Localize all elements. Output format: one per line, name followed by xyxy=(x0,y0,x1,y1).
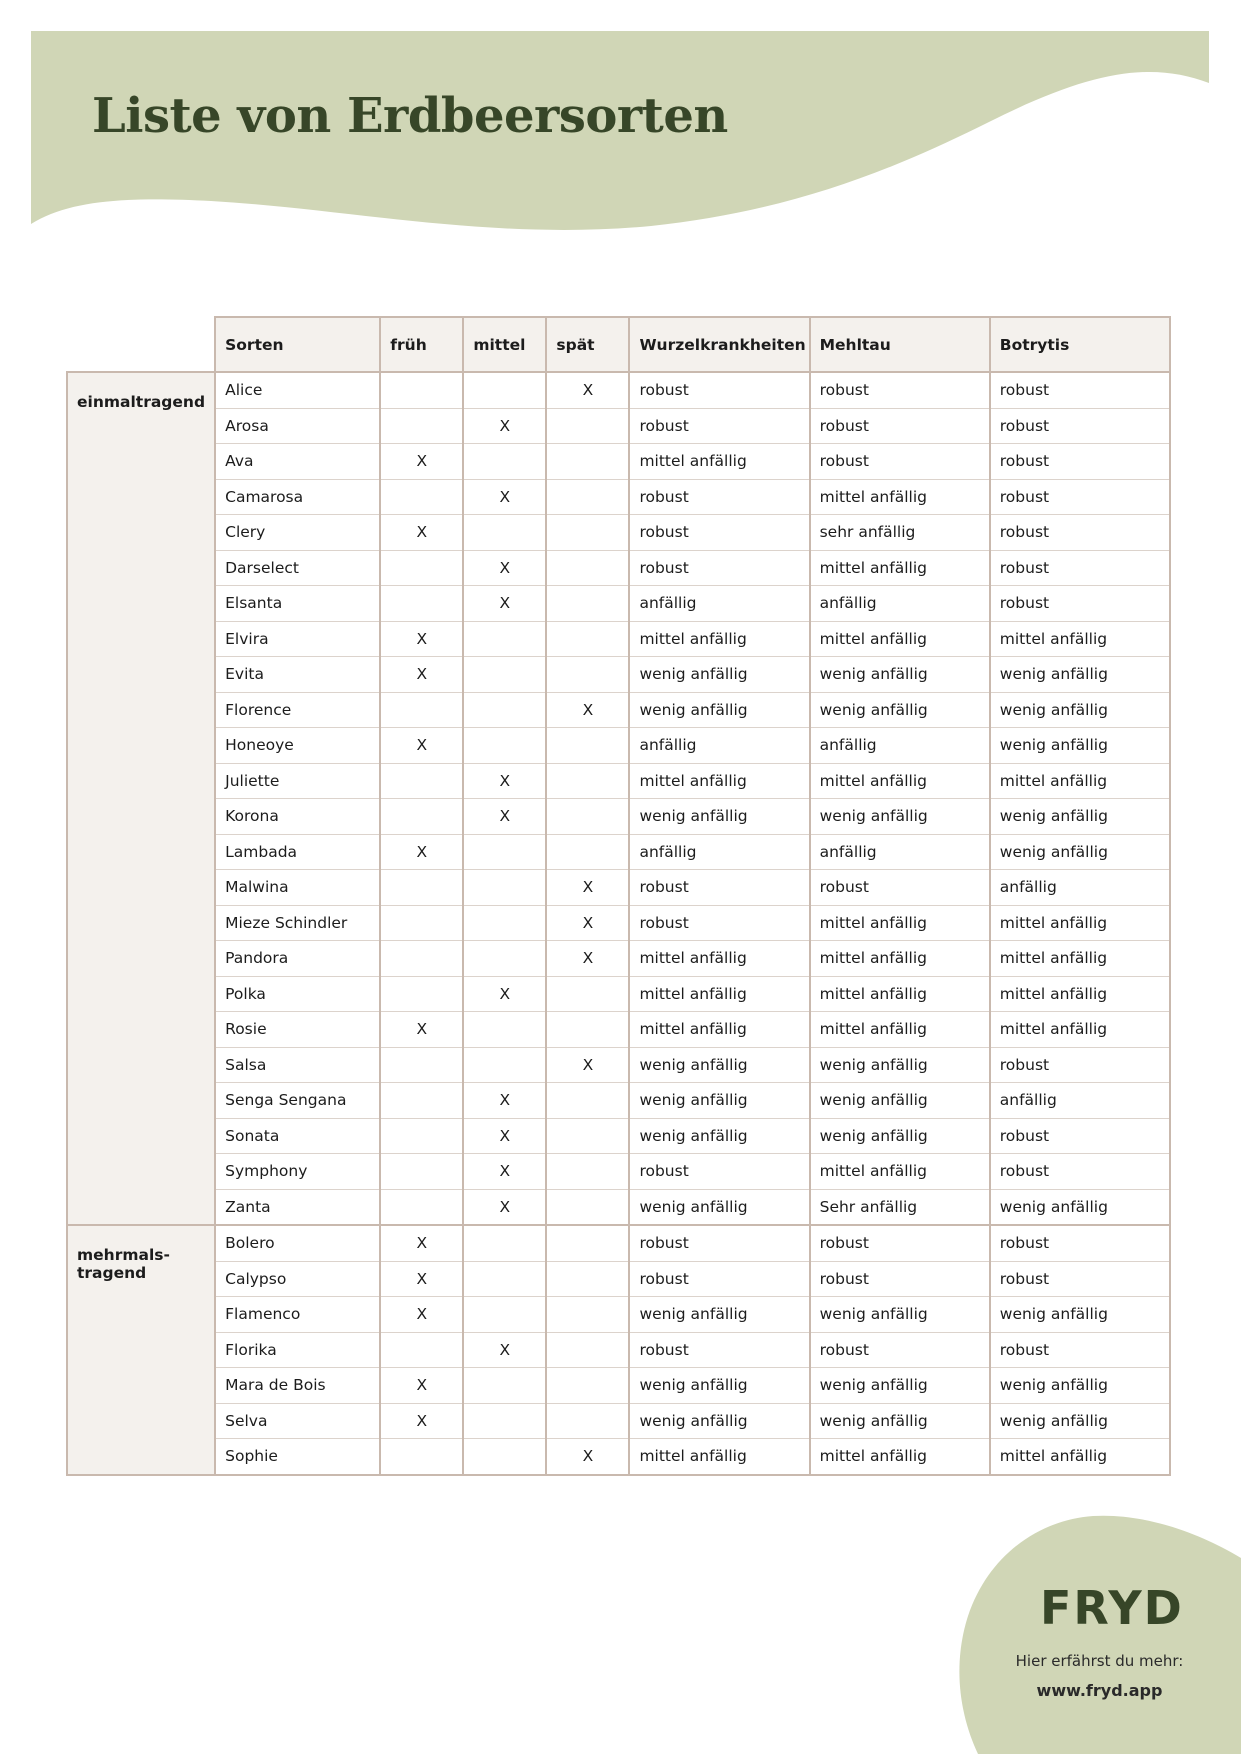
ripening-spaet-cell xyxy=(546,586,629,622)
mehltau-cell: wenig anfällig xyxy=(810,657,990,693)
ripening-mittel-cell: X xyxy=(463,479,546,515)
fryd-logo xyxy=(1040,1578,1184,1635)
ripening-frueh-cell: X xyxy=(380,1012,463,1048)
ripening-spaet-cell xyxy=(546,621,629,657)
mehltau-cell: wenig anfällig xyxy=(810,692,990,728)
mehltau-cell: Sehr anfällig xyxy=(810,1189,990,1225)
botrytis-cell: anfällig xyxy=(990,1083,1170,1119)
botrytis-cell: mittel anfällig xyxy=(990,905,1170,941)
ripening-spaet-cell xyxy=(546,1225,629,1261)
ripening-mittel-cell xyxy=(463,1225,546,1261)
ripening-frueh-cell xyxy=(380,976,463,1012)
wurzelkrankheiten-cell: wenig anfällig xyxy=(629,1368,809,1404)
ripening-spaet-cell: X xyxy=(546,1047,629,1083)
ripening-mittel-cell: X xyxy=(463,586,546,622)
wurzelkrankheiten-cell: robust xyxy=(629,408,809,444)
wurzelkrankheiten-cell: mittel anfällig xyxy=(629,976,809,1012)
variety-name: Polka xyxy=(215,976,380,1012)
ripening-frueh-cell: X xyxy=(380,728,463,764)
wurzelkrankheiten-cell: mittel anfällig xyxy=(629,1012,809,1048)
variety-name: Malwina xyxy=(215,870,380,906)
ripening-frueh-cell xyxy=(380,941,463,977)
ripening-frueh-cell xyxy=(380,372,463,408)
mehltau-cell: sehr anfällig xyxy=(810,515,990,551)
mehltau-cell: mittel anfällig xyxy=(810,621,990,657)
botrytis-cell: wenig anfällig xyxy=(990,692,1170,728)
botrytis-cell: robust xyxy=(990,372,1170,408)
mehltau-cell: robust xyxy=(810,1332,990,1368)
wurzelkrankheiten-cell: robust xyxy=(629,515,809,551)
wurzelkrankheiten-cell: mittel anfällig xyxy=(629,621,809,657)
botrytis-cell: wenig anfällig xyxy=(990,728,1170,764)
botrytis-cell: wenig anfällig xyxy=(990,1368,1170,1404)
table-row xyxy=(67,976,1170,1012)
botrytis-cell: robust xyxy=(990,1047,1170,1083)
variety-name: Pandora xyxy=(215,941,380,977)
mehltau-cell: robust xyxy=(810,372,990,408)
ripening-mittel-cell xyxy=(463,444,546,480)
mehltau-cell: robust xyxy=(810,1225,990,1261)
ripening-mittel-cell: X xyxy=(463,799,546,835)
ripening-spaet-cell xyxy=(546,479,629,515)
ripening-mittel-cell xyxy=(463,1403,546,1439)
mehltau-cell: robust xyxy=(810,408,990,444)
mehltau-cell: mittel anfällig xyxy=(810,976,990,1012)
wurzelkrankheiten-cell: mittel anfällig xyxy=(629,941,809,977)
ripening-frueh-cell xyxy=(380,905,463,941)
variety-name: Florence xyxy=(215,692,380,728)
ripening-frueh-cell: X xyxy=(380,444,463,480)
wurzelkrankheiten-cell: wenig anfällig xyxy=(629,692,809,728)
mehltau-cell: wenig anfällig xyxy=(810,799,990,835)
variety-name: Selva xyxy=(215,1403,380,1439)
table-row xyxy=(67,550,1170,586)
ripening-spaet-cell: X xyxy=(546,1439,629,1475)
page-title: Liste von Erdbeersorten xyxy=(92,88,728,144)
ripening-mittel-cell xyxy=(463,1297,546,1333)
wurzelkrankheiten-cell: robust xyxy=(629,870,809,906)
table-row xyxy=(67,1154,1170,1190)
variety-name: Darselect xyxy=(215,550,380,586)
botrytis-cell: mittel anfällig xyxy=(990,941,1170,977)
variety-name: Lambada xyxy=(215,834,380,870)
table-row xyxy=(67,1403,1170,1439)
table-row xyxy=(67,1047,1170,1083)
ripening-mittel-cell xyxy=(463,905,546,941)
variety-name: Sonata xyxy=(215,1118,380,1154)
table-header-row xyxy=(67,317,1170,372)
ripening-mittel-cell xyxy=(463,941,546,977)
variety-name: Calypso xyxy=(215,1261,380,1297)
table-row xyxy=(67,1297,1170,1333)
botrytis-cell: robust xyxy=(990,1261,1170,1297)
mehltau-cell: mittel anfällig xyxy=(810,1439,990,1475)
ripening-spaet-cell xyxy=(546,1261,629,1297)
ripening-frueh-cell: X xyxy=(380,1403,463,1439)
group-label: mehrmals-tragend xyxy=(67,1225,215,1475)
variety-name: Korona xyxy=(215,799,380,835)
ripening-mittel-cell: X xyxy=(463,976,546,1012)
svg-text:FRYD: FRYD xyxy=(1040,1581,1184,1635)
ripening-spaet-cell xyxy=(546,1012,629,1048)
wurzelkrankheiten-cell: wenig anfällig xyxy=(629,1189,809,1225)
botrytis-cell: robust xyxy=(990,550,1170,586)
ripening-spaet-cell xyxy=(546,408,629,444)
ripening-mittel-cell xyxy=(463,621,546,657)
botrytis-cell: wenig anfällig xyxy=(990,1189,1170,1225)
ripening-mittel-cell xyxy=(463,372,546,408)
botrytis-cell: wenig anfällig xyxy=(990,1297,1170,1333)
ripening-spaet-cell xyxy=(546,444,629,480)
wurzelkrankheiten-cell: anfällig xyxy=(629,834,809,870)
table-row xyxy=(67,905,1170,941)
table-row xyxy=(67,1439,1170,1475)
wurzelkrankheiten-cell: wenig anfällig xyxy=(629,657,809,693)
ripening-mittel-cell: X xyxy=(463,550,546,586)
table-row xyxy=(67,834,1170,870)
ripening-frueh-cell xyxy=(380,799,463,835)
ripening-mittel-cell xyxy=(463,1047,546,1083)
group-label: einmaltragend xyxy=(67,372,215,1225)
ripening-spaet-cell xyxy=(546,550,629,586)
ripening-mittel-cell xyxy=(463,834,546,870)
ripening-spaet-cell xyxy=(546,1189,629,1225)
botrytis-cell: mittel anfällig xyxy=(990,1012,1170,1048)
ripening-mittel-cell xyxy=(463,1368,546,1404)
wurzelkrankheiten-cell: wenig anfällig xyxy=(629,1118,809,1154)
column-header-wurzelkrankheiten: Wurzelkrankheiten xyxy=(629,317,809,372)
ripening-frueh-cell xyxy=(380,479,463,515)
wurzelkrankheiten-cell: mittel anfällig xyxy=(629,763,809,799)
table-row xyxy=(67,372,1170,408)
ripening-mittel-cell xyxy=(463,1012,546,1048)
mehltau-cell: mittel anfällig xyxy=(810,941,990,977)
table-row xyxy=(67,1189,1170,1225)
table-row xyxy=(67,515,1170,551)
ripening-mittel-cell xyxy=(463,1261,546,1297)
ripening-spaet-cell xyxy=(546,799,629,835)
wurzelkrankheiten-cell: wenig anfällig xyxy=(629,799,809,835)
column-header-sorten: Sorten xyxy=(215,317,380,372)
wurzelkrankheiten-cell: anfällig xyxy=(629,586,809,622)
mehltau-cell: wenig anfällig xyxy=(810,1118,990,1154)
wurzelkrankheiten-cell: robust xyxy=(629,1225,809,1261)
variety-name: Elsanta xyxy=(215,586,380,622)
wurzelkrankheiten-cell: wenig anfällig xyxy=(629,1403,809,1439)
ripening-mittel-cell: X xyxy=(463,1189,546,1225)
ripening-spaet-cell xyxy=(546,657,629,693)
variety-name: Mara de Bois xyxy=(215,1368,380,1404)
botrytis-cell: wenig anfällig xyxy=(990,834,1170,870)
variety-name: Honeoye xyxy=(215,728,380,764)
website-link[interactable]: www.fryd.app xyxy=(1036,1681,1163,1700)
column-header-frueh: früh xyxy=(380,317,463,372)
mehltau-cell: mittel anfällig xyxy=(810,1012,990,1048)
column-header-mittel: mittel xyxy=(463,317,546,372)
wurzelkrankheiten-cell: wenig anfällig xyxy=(629,1297,809,1333)
wurzelkrankheiten-cell: mittel anfällig xyxy=(629,444,809,480)
table-row xyxy=(67,941,1170,977)
table-row xyxy=(67,444,1170,480)
mehltau-cell: robust xyxy=(810,1261,990,1297)
ripening-mittel-cell: X xyxy=(463,763,546,799)
table-row xyxy=(67,1225,1170,1261)
wurzelkrankheiten-cell: robust xyxy=(629,372,809,408)
table-row xyxy=(67,1118,1170,1154)
variety-name: Arosa xyxy=(215,408,380,444)
wurzelkrankheiten-cell: anfällig xyxy=(629,728,809,764)
ripening-mittel-cell: X xyxy=(463,1332,546,1368)
variety-name: Flamenco xyxy=(215,1297,380,1333)
botrytis-cell: robust xyxy=(990,444,1170,480)
ripening-mittel-cell xyxy=(463,870,546,906)
ripening-frueh-cell xyxy=(380,1118,463,1154)
more-info-label: Hier erfährst du mehr: xyxy=(1015,1652,1184,1670)
column-header-spaet: spät xyxy=(546,317,629,372)
wurzelkrankheiten-cell: robust xyxy=(629,1154,809,1190)
mehltau-cell: mittel anfällig xyxy=(810,479,990,515)
botrytis-cell: robust xyxy=(990,515,1170,551)
ripening-spaet-cell: X xyxy=(546,692,629,728)
botrytis-cell: mittel anfällig xyxy=(990,763,1170,799)
botrytis-cell: robust xyxy=(990,408,1170,444)
mehltau-cell: wenig anfällig xyxy=(810,1083,990,1119)
variety-name: Sophie xyxy=(215,1439,380,1475)
wurzelkrankheiten-cell: mittel anfällig xyxy=(629,1439,809,1475)
ripening-frueh-cell: X xyxy=(380,1225,463,1261)
ripening-mittel-cell xyxy=(463,515,546,551)
botrytis-cell: mittel anfällig xyxy=(990,1439,1170,1475)
ripening-mittel-cell xyxy=(463,1439,546,1475)
table-row xyxy=(67,1012,1170,1048)
ripening-spaet-cell xyxy=(546,515,629,551)
wurzelkrankheiten-cell: robust xyxy=(629,1261,809,1297)
ripening-frueh-cell xyxy=(380,763,463,799)
table-row xyxy=(67,1083,1170,1119)
table-row xyxy=(67,479,1170,515)
variety-name: Rosie xyxy=(215,1012,380,1048)
ripening-spaet-cell: X xyxy=(546,941,629,977)
ripening-mittel-cell: X xyxy=(463,408,546,444)
ripening-frueh-cell xyxy=(380,1332,463,1368)
table-row xyxy=(67,799,1170,835)
mehltau-cell: mittel anfällig xyxy=(810,1154,990,1190)
table-row xyxy=(67,870,1170,906)
ripening-spaet-cell xyxy=(546,763,629,799)
table-row xyxy=(67,657,1170,693)
ripening-frueh-cell: X xyxy=(380,834,463,870)
ripening-spaet-cell xyxy=(546,1118,629,1154)
variety-name: Florika xyxy=(215,1332,380,1368)
table-row xyxy=(67,621,1170,657)
ripening-mittel-cell xyxy=(463,657,546,693)
ripening-frueh-cell xyxy=(380,870,463,906)
variety-name: Ava xyxy=(215,444,380,480)
mehltau-cell: wenig anfällig xyxy=(810,1047,990,1083)
mehltau-cell: anfällig xyxy=(810,728,990,764)
variety-name: Zanta xyxy=(215,1189,380,1225)
wurzelkrankheiten-cell: robust xyxy=(629,479,809,515)
variety-name: Mieze Schindler xyxy=(215,905,380,941)
mehltau-cell: wenig anfällig xyxy=(810,1403,990,1439)
botrytis-cell: robust xyxy=(990,1154,1170,1190)
variety-name: Senga Sengana xyxy=(215,1083,380,1119)
ripening-mittel-cell: X xyxy=(463,1083,546,1119)
varieties-table xyxy=(66,316,1171,1476)
variety-name: Elvira xyxy=(215,621,380,657)
ripening-frueh-cell: X xyxy=(380,657,463,693)
ripening-frueh-cell xyxy=(380,550,463,586)
ripening-mittel-cell: X xyxy=(463,1154,546,1190)
ripening-frueh-cell xyxy=(380,1083,463,1119)
ripening-frueh-cell xyxy=(380,1154,463,1190)
mehltau-cell: robust xyxy=(810,444,990,480)
botrytis-cell: anfällig xyxy=(990,870,1170,906)
ripening-spaet-cell xyxy=(546,834,629,870)
ripening-spaet-cell xyxy=(546,1154,629,1190)
botrytis-cell: robust xyxy=(990,479,1170,515)
botrytis-cell: robust xyxy=(990,1332,1170,1368)
botrytis-cell: wenig anfällig xyxy=(990,657,1170,693)
mehltau-cell: mittel anfällig xyxy=(810,905,990,941)
table-row xyxy=(67,408,1170,444)
ripening-spaet-cell: X xyxy=(546,870,629,906)
ripening-mittel-cell: X xyxy=(463,1118,546,1154)
ripening-frueh-cell xyxy=(380,1189,463,1225)
mehltau-cell: mittel anfällig xyxy=(810,550,990,586)
ripening-frueh-cell xyxy=(380,408,463,444)
variety-name: Symphony xyxy=(215,1154,380,1190)
ripening-spaet-cell xyxy=(546,1083,629,1119)
botrytis-cell: robust xyxy=(990,1225,1170,1261)
mehltau-cell: robust xyxy=(810,870,990,906)
table-row xyxy=(67,692,1170,728)
botrytis-cell: mittel anfällig xyxy=(990,976,1170,1012)
ripening-spaet-cell: X xyxy=(546,905,629,941)
variety-name: Juliette xyxy=(215,763,380,799)
variety-name: Bolero xyxy=(215,1225,380,1261)
header-corner xyxy=(67,317,215,372)
mehltau-cell: wenig anfällig xyxy=(810,1368,990,1404)
ripening-frueh-cell xyxy=(380,692,463,728)
wurzelkrankheiten-cell: wenig anfällig xyxy=(629,1083,809,1119)
table-row xyxy=(67,728,1170,764)
ripening-frueh-cell: X xyxy=(380,621,463,657)
ripening-spaet-cell xyxy=(546,1297,629,1333)
ripening-frueh-cell xyxy=(380,586,463,622)
footer-blob xyxy=(958,1516,1241,1754)
ripening-frueh-cell: X xyxy=(380,1368,463,1404)
wurzelkrankheiten-cell: robust xyxy=(629,1332,809,1368)
ripening-frueh-cell xyxy=(380,1439,463,1475)
ripening-spaet-cell: X xyxy=(546,372,629,408)
wurzelkrankheiten-cell: robust xyxy=(629,550,809,586)
table-row xyxy=(67,1368,1170,1404)
ripening-frueh-cell: X xyxy=(380,1261,463,1297)
ripening-mittel-cell xyxy=(463,728,546,764)
mehltau-cell: anfällig xyxy=(810,586,990,622)
table-row xyxy=(67,1261,1170,1297)
ripening-spaet-cell xyxy=(546,728,629,764)
ripening-frueh-cell: X xyxy=(380,515,463,551)
botrytis-cell: robust xyxy=(990,586,1170,622)
mehltau-cell: wenig anfällig xyxy=(810,1297,990,1333)
mehltau-cell: mittel anfällig xyxy=(810,763,990,799)
table-row xyxy=(67,1332,1170,1368)
botrytis-cell: wenig anfällig xyxy=(990,1403,1170,1439)
table-row xyxy=(67,586,1170,622)
botrytis-cell: robust xyxy=(990,1118,1170,1154)
variety-name: Evita xyxy=(215,657,380,693)
wurzelkrankheiten-cell: robust xyxy=(629,905,809,941)
table-row xyxy=(67,763,1170,799)
ripening-frueh-cell xyxy=(380,1047,463,1083)
wurzelkrankheiten-cell: wenig anfällig xyxy=(629,1047,809,1083)
ripening-spaet-cell xyxy=(546,1368,629,1404)
variety-name: Alice xyxy=(215,372,380,408)
variety-name: Camarosa xyxy=(215,479,380,515)
mehltau-cell: anfällig xyxy=(810,834,990,870)
ripening-spaet-cell xyxy=(546,1403,629,1439)
ripening-spaet-cell xyxy=(546,1332,629,1368)
table-body xyxy=(67,372,1170,1475)
column-header-mehltau: Mehltau xyxy=(810,317,990,372)
column-header-botrytis: Botrytis xyxy=(990,317,1170,372)
ripening-mittel-cell xyxy=(463,692,546,728)
variety-name: Salsa xyxy=(215,1047,380,1083)
botrytis-cell: wenig anfällig xyxy=(990,799,1170,835)
ripening-frueh-cell: X xyxy=(380,1297,463,1333)
variety-name: Clery xyxy=(215,515,380,551)
botrytis-cell: mittel anfällig xyxy=(990,621,1170,657)
ripening-spaet-cell xyxy=(546,976,629,1012)
